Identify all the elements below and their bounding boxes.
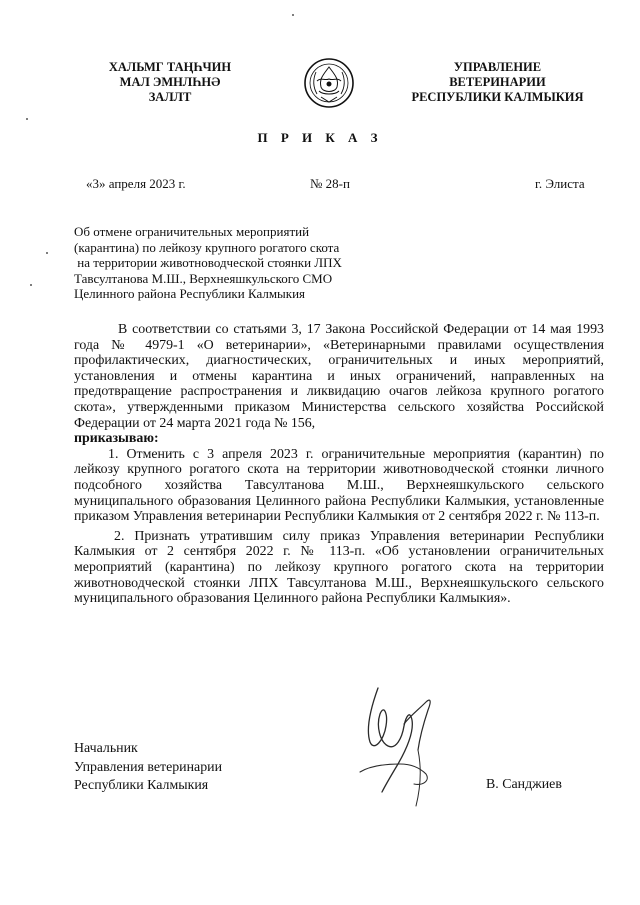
position-line: Начальник [74,741,138,756]
position-line: Республики Калмыкия [74,778,209,793]
signatory-position [74,740,222,796]
order-word: приказываю: [74,431,159,447]
header-right-line: ВЕТЕРИНАРИИ [449,75,546,89]
order-item-2: 2. Признать утратившим силу приказ Управления ветеринарии Республики Калмыкия от 2 сентября 2022 г. № 113-п. «Об установлении ограничительных мероприятий (карантина) по лейкозу крупного рогатого скота на территории животноводческой стоянки ЛПХ Тавсултанова М.Ш., Верхнеяшкульского сельского муниципального образования Целинного района Республики Калмыкия». [74,528,604,607]
subject-line: Об отмене ограничительных мероприятий [74,224,310,239]
scan-speck [46,252,48,254]
handwritten-signature [340,680,450,810]
header-left-line: ЗАЛЛТ [148,90,192,104]
header-left-line: ХАЛЬМГ ТАҢҺЧИН [108,60,232,74]
signatory-name: В. Санджиев [486,777,562,792]
subject-line: Целинного района Республики Калмыкия [74,286,306,301]
header-left-org [90,60,250,105]
header-right-org [395,60,600,105]
header-left-line: МАЛ ЭМНЛҺНӘ [119,75,221,89]
subject-line: Тавсултанова М.Ш., Верхнеяшкульского СМО [74,270,333,286]
header-right-line: РЕСПУБЛИКИ КАЛМЫКИЯ [411,90,584,104]
position-line: Управления ветеринарии [74,759,223,775]
document-title: П Р И К А З [257,130,383,145]
order-item-1: 1. Отменить с 3 апреля 2023 г. ограничительные мероприятия (карантин) по лейкозу крупного рогатого скота на территории животноводческой стоянки личного подсобного хозяйства Тавсултанова М.Ш., Верхнеяшкульского сельского муниципального образования Целинного района Республики Калмыкия, установленные приказом Управления ветеринарии Республики Калмыкия от 2 сентября 2022 г. № 113-п. [74,446,604,525]
order-date: «3» апреля 2023 г. [86,176,186,191]
coat-of-arms-icon [303,57,355,109]
body-intro [74,322,604,447]
scan-speck [26,118,28,120]
scan-speck [292,14,294,16]
order-body [74,322,604,607]
order-number: № 28-п [310,176,350,191]
scan-speck [30,284,32,286]
intro-text: В соответствии со статьями 3, 17 Закона Российской Федерации от 14 мая 1993 года № 4979-1 «О ветеринарии», «Ветеринарными правилами осуществления профилактических, диагностических, ограничительных и иных мероприятий, установления и отмены карантина и иных ограничений, направленных на предотвращение распространения и ликвидацию очагов лейкоза крупного рогатого скота», утвержденными приказом Министерства сельского хозяйства Российской Федерации от 24 марта 2021 года № 156, [74,322,604,431]
order-city: г. Элиста [535,176,585,191]
subject-line: (карантина) по лейкозу крупного рогатого скота [74,239,340,255]
header-right-line: УПРАВЛЕНИЕ [453,60,542,74]
order-subject [74,224,404,302]
subject-line: на территории животноводческой стоянки ЛПХ [74,255,342,270]
